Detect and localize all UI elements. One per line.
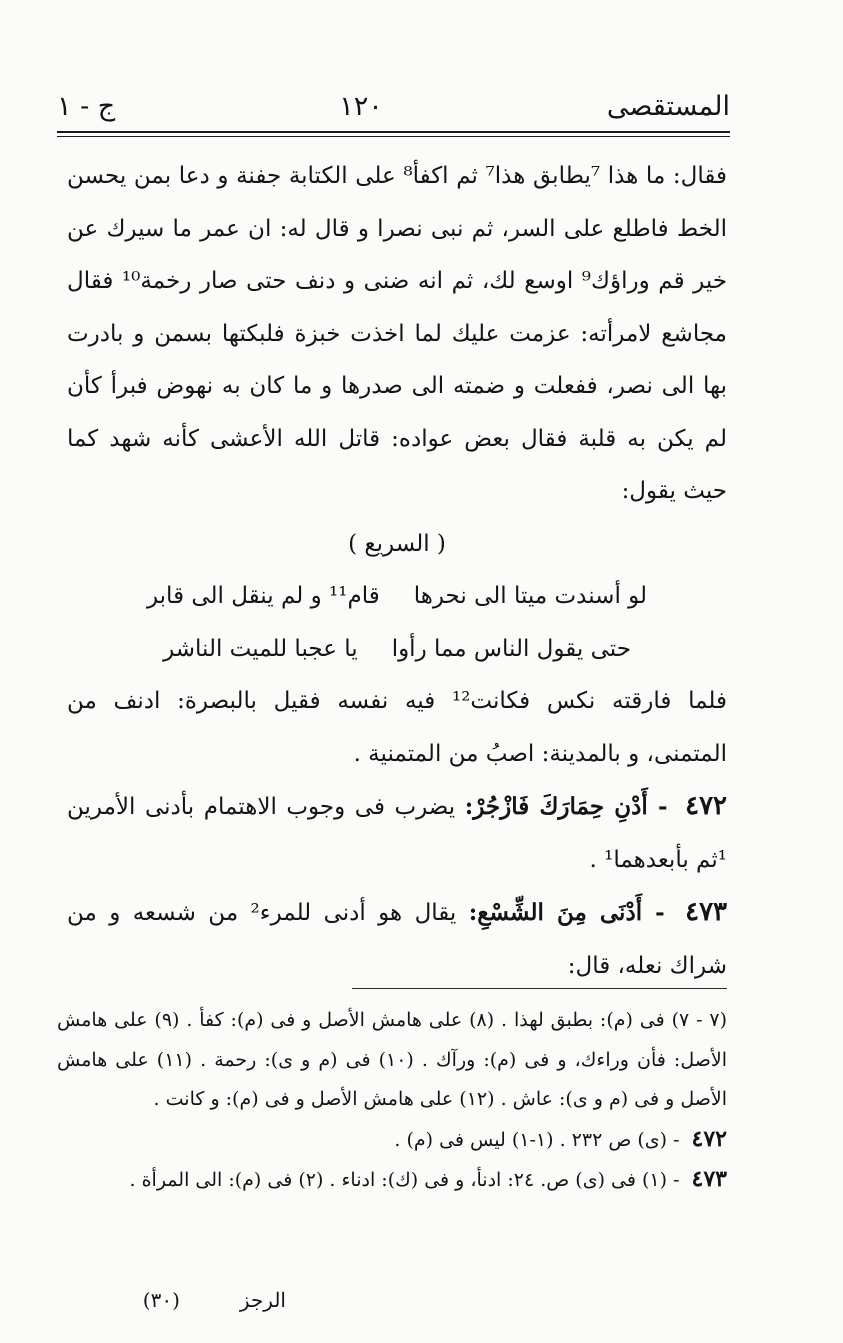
verse-2-first-hemistich: حتى يقول الناس مما رأوا [391, 635, 631, 662]
volume-label: ج - ١ [57, 90, 116, 122]
footnote-473-text: - (١) فى (ى) ص. ٢٤: ادنأ، و فى (ك): ادناء . (٢) فى (م): الى المرأة . [129, 1169, 680, 1191]
entry-473-headword: - أَدْنَى مِنَ الشِّسْعِ: [468, 899, 665, 926]
entry-472-number: ٤٧٢ [685, 791, 728, 821]
verse-2-second-hemistich: يا عجبا للميت الناشر [163, 635, 358, 662]
signature-line [86, 1288, 286, 1312]
entry-473-number: ٤٧٣ [685, 897, 728, 927]
footnotes [57, 1001, 727, 1201]
entry-472 [67, 780, 727, 886]
footnote-473-number: ٤٧٣ [691, 1166, 727, 1192]
entry-472-text: يضرب فى وجوب الاهتمام بأدنى الأمرين ¹ثم بأبعدهما¹ . [67, 794, 727, 873]
header-rule-thin [57, 136, 730, 137]
verse-1-second-hemistich: قام¹¹ و لم ينقل الى قابر [146, 583, 380, 609]
book-title: المستقصى [606, 90, 730, 122]
header-rule-thick [57, 131, 730, 133]
entry-473-text: يقال هو أدنى للمرء² من شسعه و من شراك نعله، قال: [67, 900, 727, 979]
main-text [67, 150, 727, 992]
footnote-divider [352, 988, 727, 989]
paragraph-1: فقال: ما هذا ⁷يطابق هذا⁷ ثم اكفأ⁸ على الكتابة جفنة و دعا بمن يحسن الخط فاطلع على السر، ثم نبى نصرا و قال له: ان عمر ما سيرك عن خير قم وراؤك⁹ اوسع لك، ثم انه ضنى و دنف حتى صار رخمة¹⁰ فقال مجاشع لامرأته: عزمت عليك لما اخذت خبزة فلبكتها بسمن و بادرت بها الى نصر، ففعلت و ضمته الى صدرها و ما كان به نهوض فبرأ كأن لم يكن به قلبة فقال بعض عواده: قاتل الله الأعشى كأنه شهد كما حيث يقول: [67, 163, 727, 504]
page-number: ١٢٠ [339, 90, 383, 122]
entry-473 [67, 886, 727, 992]
meter-label: ( السريع ) [348, 530, 446, 557]
verse-1-first-hemistich: لو أسندت ميتا الى نحرها [413, 583, 648, 609]
entry-472-headword: - أَدْنِ حِمَارَكَ فَازْجُرْ: [464, 793, 668, 820]
verse-line-1 [67, 570, 727, 623]
signature-number: (٣٠) [142, 1288, 180, 1312]
footnote-473 [57, 1160, 727, 1201]
verse-line-2 [67, 623, 727, 676]
running-header [57, 86, 730, 126]
signature-label: الرجز [239, 1288, 286, 1312]
footnote-472-number: ٤٧٢ [691, 1125, 727, 1152]
footnote-472-text: - (ى) ص ٢٣٢ . (١-١) ليس فى (م) . [394, 1128, 680, 1151]
footnote-472 [57, 1120, 727, 1161]
paragraph-2: فلما فارقته نكس فكانت¹² فيه نفسه فقيل بالبصرة: ادنف من المتمنى، و بالمدينة: اصبُ من المتمنية . [67, 688, 728, 767]
footnote-variants: (٧ - ٧) فى (م): بطبق لهذا . (٨) على هامش الأصل و فى (م): كفأ . (٩) على هامش الأصل: فأن وراءك، و فى (م): ورآك . (١٠) فى (م و ى): رحمة . (١١) على هامش الأصل و فى (م و ى): عاش . (١٢) على هامش الأصل و فى (م): و كانت . [57, 1009, 728, 1110]
